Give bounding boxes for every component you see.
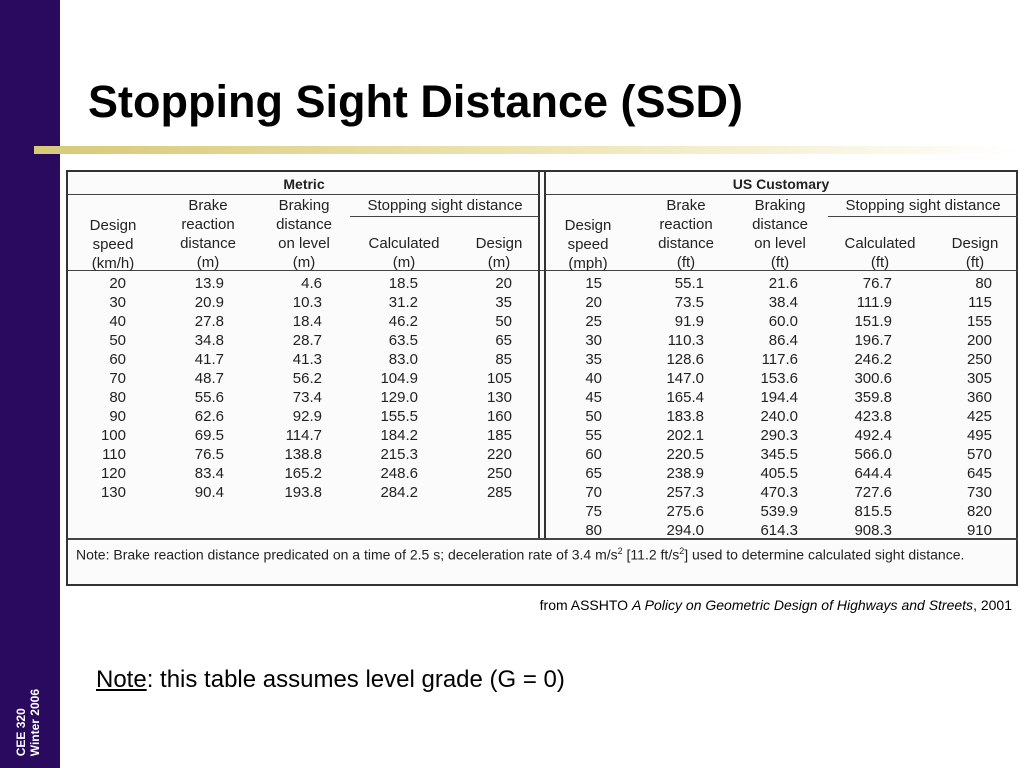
table-cell: 83.4 [194,465,224,482]
table-cell: 194.4 [760,389,798,406]
table-cell: 151.9 [854,313,892,330]
table-cell: 359.8 [854,389,892,406]
table-cell: 35 [495,294,512,311]
table-cell: 25 [585,313,602,330]
table-cell: 165.2 [284,465,322,482]
table-cell: 290.3 [760,427,798,444]
table-cell: 495 [966,427,992,444]
table-cell: 215.3 [380,446,418,463]
us-header-calculated: Calculated (ft) [844,235,916,271]
metric-col-brake-reaction [178,274,224,502]
source-book-title: A Policy on Geometric Design of Highways and Streets [631,597,974,613]
table-cell: 38.4 [768,294,798,311]
table-cell: 75 [585,503,602,520]
table-cell: 110 [102,446,126,463]
table-cell: 30 [585,332,602,349]
us-col-brake-reaction [654,274,704,540]
us-group-title: US Customary [732,176,830,192]
table-cell: 129.0 [380,389,418,406]
us-header-design: Design (ft) [951,235,999,271]
separator-left [538,172,540,538]
table-cell: 48.7 [194,370,224,387]
us-header-brake-reaction: Brake reaction distance (ft) [658,197,714,271]
table-cell: 70 [585,484,602,501]
us-ssd-rule [828,216,1018,217]
table-cell: 46.2 [388,313,418,330]
table-cell: 73.4 [292,389,322,406]
table-cell: 238.9 [666,465,704,482]
table-cell: 85 [495,351,512,368]
table-cell: 50 [109,332,126,349]
table-cell: 18.5 [388,275,418,292]
table-cell: 83.0 [388,351,418,368]
metric-header-braking-distance: Braking distance on level (m) [276,197,332,271]
us-col-design [948,274,992,540]
table-cell: 114.7 [285,427,322,444]
table-cell: 345.5 [760,446,798,463]
table-cell: 20 [109,275,126,292]
table-cell: 275.6 [666,503,704,520]
table-cell: 184.2 [380,427,418,444]
course-term: Winter 2006 [28,688,42,756]
table-cell: 730 [966,484,992,501]
sidebar [0,0,60,768]
table-cell: 815.5 [854,503,892,520]
table-cell: 80 [975,275,992,292]
table-cell: 246.2 [854,351,892,368]
table-cell: 240.0 [760,408,798,425]
course-code: CEE 320 [14,707,28,756]
table-cell: 128.6 [666,351,704,368]
grade-note-label: Note [96,666,147,693]
table-cell: 35 [585,351,602,368]
table-cell: 300.6 [854,370,892,387]
table-cell: 115 [968,294,992,311]
table-cell: 31.2 [388,294,418,311]
table-cell: 492.4 [854,427,892,444]
table-cell: 727.6 [854,484,892,501]
table-cell: 91.9 [674,313,704,330]
table-cell: 30 [109,294,126,311]
table-cell: 45 [585,389,602,406]
table-cell: 117.6 [761,351,798,368]
table-cell: 27.8 [194,313,224,330]
table-cell: 160 [486,408,512,425]
grade-note [96,666,565,694]
table-cell: 147.0 [666,370,704,387]
table-cell: 76.7 [862,275,892,292]
table-cell: 69.5 [194,427,224,444]
table-cell: 820 [966,503,992,520]
table-cell: 284.2 [380,484,418,501]
metric-header-brake-reaction: Brake reaction distance (m) [180,197,236,271]
table-cell: 4.6 [301,275,322,292]
metric-header-design: Design (m) [475,235,523,271]
table-cell: 65 [585,465,602,482]
title-underline [34,146,1024,154]
metric-col-design-speed [88,274,126,502]
slide-title: Stopping Sight Distance (SSD) [88,76,744,127]
table-cell: 86.4 [768,332,798,349]
course-label [14,689,42,756]
table-cell: 360 [966,389,992,406]
table-cell: 20 [585,294,602,311]
table-cell: 90 [109,408,126,425]
table-cell: 200 [966,332,992,349]
table-cell: 55.1 [674,275,704,292]
table-cell: 130 [486,389,512,406]
table-cell: 65 [495,332,512,349]
table-cell: 153.6 [760,370,798,387]
source-citation: from ASSHTO A Policy on Geometric Design of Highways and Streets, 2001 [539,597,1012,613]
metric-col-calculated [364,274,418,502]
us-col-design-speed [564,274,602,540]
table-cell: 644.4 [854,465,892,482]
table-cell: 90.4 [194,484,224,501]
table-cell: 250 [486,465,512,482]
table-cell: 202.1 [666,427,704,444]
table-cell: 60 [585,446,602,463]
us-ssd-label: Stopping sight distance [845,197,1001,214]
table-cell: 566.0 [854,446,892,463]
table-cell: 155.5 [380,408,418,425]
metric-ssd-rule [350,216,540,217]
table-cell: 183.8 [666,408,704,425]
table-cell: 305 [966,370,992,387]
table-cell: 138.8 [284,446,322,463]
table-cell: 193.8 [284,484,322,501]
table-cell: 41.3 [292,351,322,368]
us-group-rule [544,194,1018,195]
table-cell: 910 [966,522,992,539]
metric-group-title: Metric [283,176,325,192]
table-cell: 50 [585,408,602,425]
table-cell: 257.3 [666,484,704,501]
table-cell: 13.9 [194,275,224,292]
table-cell: 120 [100,465,126,482]
us-header-design-speed: Design speed (mph) [564,217,612,272]
table-cell: 76.5 [194,446,224,463]
separator-right [544,172,546,538]
table-cell: 614.3 [760,522,798,539]
table-cell: 20 [495,275,512,292]
table-cell: 155 [966,313,992,330]
us-header-braking-distance: Braking distance on level (ft) [752,197,808,271]
table-note: Note: Brake reaction distance predicated on a time of 2.5 s; deceleration rate of 3.4 $m/s^2$ [11.2 $ft/s^2$] used to determine calculated sight distance. [76,546,965,563]
metric-header-design-speed: Design speed (km/h) [89,217,137,272]
us-col-braking-distance [744,274,798,540]
table-cell: 220.5 [666,446,704,463]
table-cell: 539.9 [760,503,798,520]
table-cell: 21.6 [768,275,798,292]
metric-col-design [472,274,512,502]
table-cell: 73.5 [674,294,704,311]
table-cell: 50 [495,313,512,330]
table-cell: 80 [109,389,126,406]
table-cell: 165.4 [666,389,704,406]
table-cell: 130 [100,484,126,501]
table-cell: 55.6 [194,389,224,406]
table-cell: 248.6 [380,465,418,482]
table-cell: 18.4 [292,313,322,330]
table-cell: 34.8 [194,332,224,349]
table-cell: 40 [585,370,602,387]
table-cell: 570 [966,446,992,463]
table-cell: 423.8 [854,408,892,425]
table-cell: 92.9 [292,408,322,425]
table-cell: 60.0 [768,313,798,330]
table-cell: 105 [486,370,512,387]
ssd-table [66,170,1018,586]
metric-col-braking-distance [268,274,322,502]
table-cell: 70 [109,370,126,387]
table-cell: 56.2 [292,370,322,387]
table-cell: 28.7 [292,332,322,349]
table-cell: 62.6 [194,408,224,425]
table-cell: 470.3 [760,484,798,501]
table-cell: 100 [100,427,126,444]
table-cell: 41.7 [194,351,224,368]
table-cell: 63.5 [388,332,418,349]
table-cell: 40 [109,313,126,330]
table-cell: 645 [966,465,992,482]
table-cell: 80 [585,522,602,539]
table-cell: 60 [109,351,126,368]
table-cell: 285 [486,484,512,501]
grade-note-text: : this table assumes level grade (G = 0) [146,666,565,693]
table-cell: 405.5 [760,465,798,482]
table-cell: 250 [966,351,992,368]
table-cell: 908.3 [854,522,892,539]
table-cell: 111.9 [856,294,892,311]
table-cell: 185 [486,427,512,444]
table-cell: 425 [966,408,992,425]
metric-header-calculated: Calculated (m) [368,235,440,271]
table-cell: 110.3 [667,332,704,349]
us-col-calculated [840,274,892,540]
table-cell: 55 [585,427,602,444]
table-cell: 220 [486,446,512,463]
table-cell: 294.0 [666,522,704,539]
table-cell: 20.9 [194,294,224,311]
metric-ssd-label: Stopping sight distance [367,197,523,214]
table-cell: 15 [585,275,602,292]
metric-group-rule [68,194,540,195]
table-cell: 10.3 [292,294,322,311]
table-cell: 104.9 [380,370,418,387]
table-cell: 196.7 [854,332,892,349]
